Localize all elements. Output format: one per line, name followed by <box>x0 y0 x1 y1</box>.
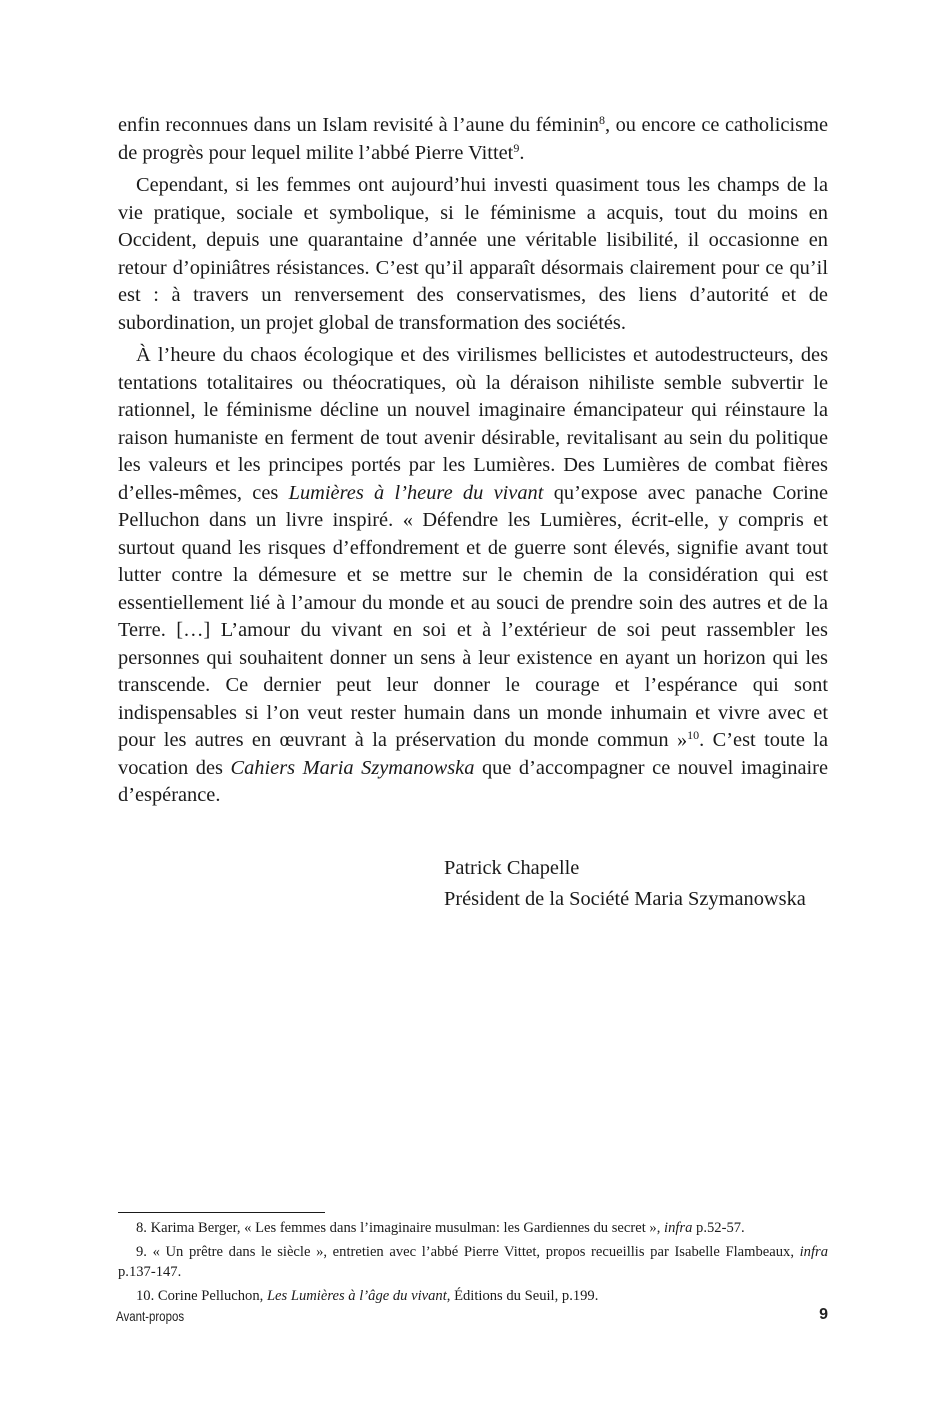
paragraph-1-text-b: , ou encore ce catholicisme de progrès pour lequel milite l’abbé Pierre Vittet <box>118 114 828 164</box>
main-text <box>118 112 828 815</box>
paragraph-3-text-a: À l’heure du chaos écologique et des virilismes bellicistes et autodestructeurs, des tentations totalitaires ou théocratiques, où la déraison nihiliste semble subvertir le rationnel, le féminisme décline un nouvel imaginaire émancipateur qui réinstaure la raison humaniste en ferment de tout avenir désirable, revitalisant au sein du politique les valeurs et les principes portés par les Lumières. Des Lumières de combat fières d’elles-mêmes, ces <box>118 344 828 504</box>
footnote-10 <box>118 1286 828 1307</box>
footnote-9-text-b: p.137-147. <box>118 1264 182 1280</box>
paragraph-1 <box>118 112 828 167</box>
footnote-9 <box>118 1242 828 1283</box>
page-number: 9 <box>819 1306 828 1323</box>
footnote-ref-9: 9 <box>513 140 520 155</box>
footnote-ref-8: 8 <box>599 113 605 127</box>
paragraph-1-text-a: enfin reconnues dans un Islam revisité à l’aune du féminin <box>118 114 599 136</box>
footnote-8-text-b: p.52-57. <box>692 1220 745 1236</box>
footnote-8-text-a: 8. Karima Berger, « Les femmes dans l’imaginaire musulman: les Gardiennes du secret », <box>136 1220 665 1236</box>
footnote-9-text-a: 9. « Un prêtre dans le siècle », entretien avec l’abbé Pierre Vittet, propos recueillis par Isabelle Flambeaux, <box>136 1243 800 1260</box>
footnote-8 <box>118 1218 828 1239</box>
paragraph-3 <box>118 342 828 810</box>
footnotes <box>118 1218 828 1309</box>
paragraph-2: Cependant, si les femmes ont aujourd’hui investi quasiment tous les champs de la vie pratique, sociale et symbolique, si le féminisme a acquis, tout du moins en Occident, depuis une quarantaine d’année une véritable lisibilité, il occasionne en retour d’opiniâtres résistances. C’est qu’il apparaît désormais clairement pour ce qu’il est : à travers un renversement des conservatismes, des liens d’autorité et de subordination, un projet global de transformation des sociétés. <box>118 174 828 334</box>
paragraph-3-italic-title: Lumières à l’heure du vivant <box>288 481 544 504</box>
paragraph-3-text-b: qu’expose avec panache Corine Pelluchon dans un livre inspiré. « Défendre les Lumières, écrit-elle, y compris et surtout quand les risques d’effondrement et de guerre sont élevés, signifie avant tout lutter contre la démesure et se mettre sur le chemin de la considération qui est essentiellement lié à l’amour du monde et au souci de prendre soin des autres et de la Terre. […] L’amour du vivant en soi et à l’extérieur de soi peut rassembler les personnes qui souhaitent donner un sens à leur existence en ayant un horizon qui les transcende. Ce dernier peut leur donner le courage et l’espérance qui sont indispensables si l’on veut rester humain dans un monde inhumain et vivre avec et pour les autres en œuvrant à la préservation du monde commun » <box>118 481 828 751</box>
footnote-10-text-a: 10. Corine Pelluchon, <box>136 1287 267 1304</box>
running-footer-section: Avant-propos <box>116 1308 185 1324</box>
signature-block <box>444 853 806 915</box>
paragraph-3-text-c: . C’est toute la vocation des <box>118 729 828 779</box>
footnote-10-italic: Les Lumières à l’âge du vivant <box>266 1287 447 1304</box>
footnote-8-italic: infra <box>664 1220 693 1236</box>
footnote-10-text-b: , Éditions du Seuil, p.199. <box>446 1287 599 1304</box>
paragraph-3-text-d: que d’accompagner ce nouvel imaginaire d’espérance. <box>118 756 829 806</box>
signature-title: Président de la Société Maria Szymanowska <box>444 888 806 910</box>
footnote-9-italic: infra <box>799 1243 828 1260</box>
paragraph-1-text-c: . <box>519 141 525 164</box>
footnote-separator <box>118 1212 325 1213</box>
signature-name: Patrick Chapelle <box>444 857 580 879</box>
paragraph-3-italic-cahiers: Cahiers Maria Szymanowska <box>230 756 475 779</box>
footnote-ref-10: 10 <box>687 728 700 742</box>
